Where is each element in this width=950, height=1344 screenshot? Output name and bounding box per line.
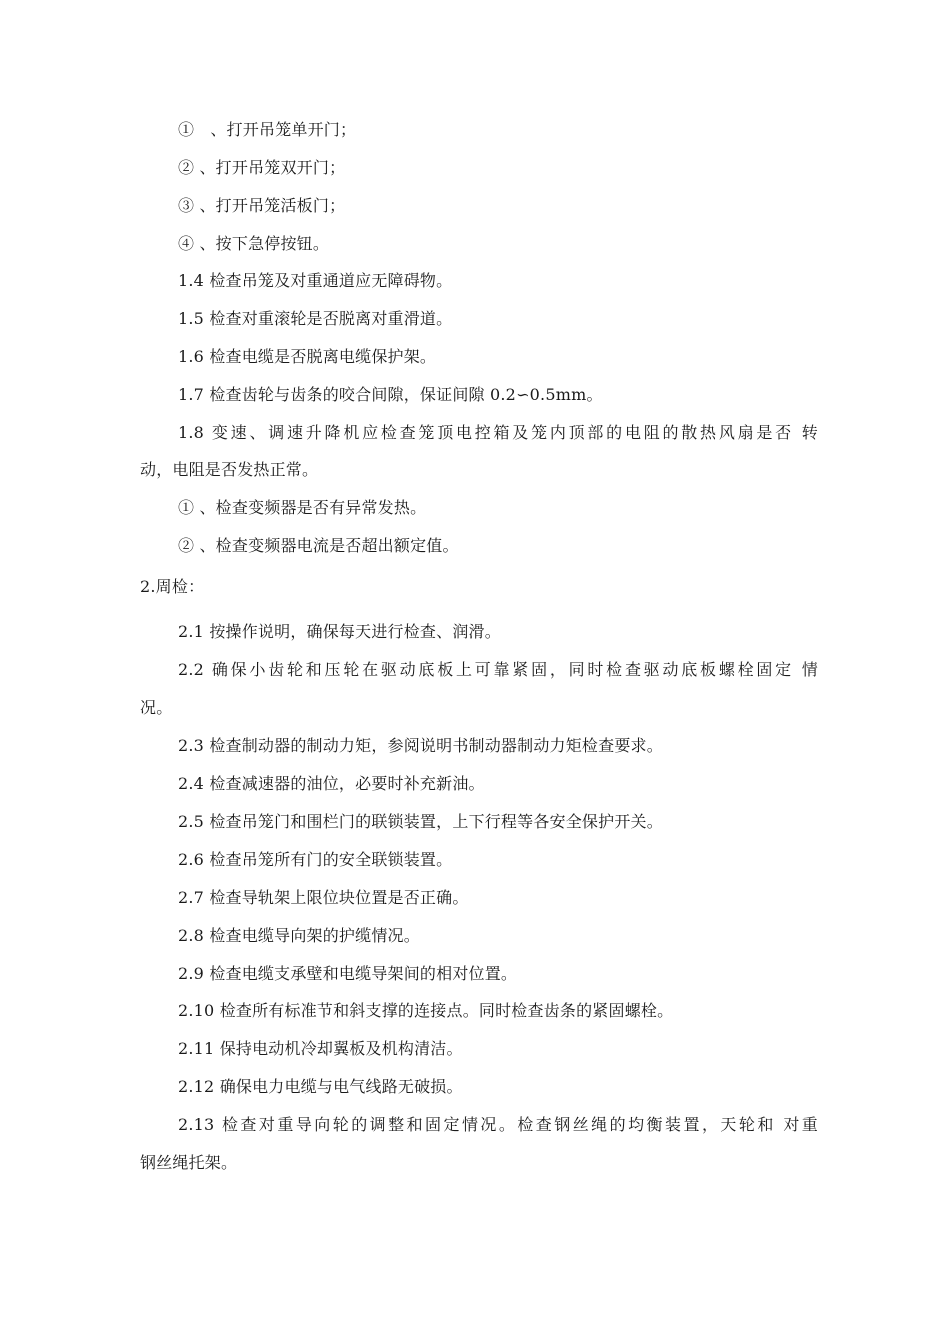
paragraph-continuation: 钢丝绳托架。 [140,1153,238,1172]
paragraph: 2.7 检查导轨架上限位块位置是否正确。 [178,888,469,907]
list-item: ③ 、打开吊笼活板门； [178,196,346,215]
paragraph: 2.8 检查电缆导向架的护缆情况。 [178,926,420,945]
paragraph: 2.11 保持电动机冷却翼板及机构清洁。 [178,1039,463,1058]
paragraph: 2.2 确保小齿轮和压轮在驱动底板上可靠紧固，同时检查驱动底板螺栓固定 情 [178,660,818,679]
paragraph: 2.4 检查减速器的油位，必要时补充新油。 [178,774,485,793]
list-item: ① 、打开吊笼单开门； [178,120,357,139]
paragraph: 1.7 检查齿轮与齿条的咬合间隙，保证间隙 0.2∽0.5mm。 [178,385,603,404]
list-item: ① 、检查变频器是否有异常发热。 [178,498,427,517]
paragraph: 2.3 检查制动器的制动力矩，参阅说明书制动器制动力矩检查要求。 [178,736,663,755]
paragraph: 1.8 变速、调速升降机应检查笼顶电控箱及笼内顶部的电阻的散热风扇是否 转 [178,423,818,442]
list-item: ② 、打开吊笼双开门； [178,158,346,177]
list-item: ④ 、按下急停按钮。 [178,234,330,253]
paragraph: 2.9 检查电缆支承壁和电缆导架间的相对位置。 [178,964,518,983]
section-heading: 2.周检： [140,577,205,596]
list-item: ② 、检查变频器电流是否超出额定值。 [178,536,459,555]
paragraph: 2.5 检查吊笼门和围栏门的联锁装置，上下行程等各安全保护开关。 [178,812,663,831]
paragraph: 1.4 检查吊笼及对重通道应无障碍物。 [178,271,453,290]
paragraph: 1.5 检查对重滚轮是否脱离对重滑道。 [178,309,453,328]
paragraph: 2.13 检查对重导向轮的调整和固定情况。检查钢丝绳的均衡装置，天轮和 对重 [178,1115,818,1134]
paragraph: 1.6 检查电缆是否脱离电缆保护架。 [178,347,437,366]
paragraph: 2.6 检查吊笼所有门的安全联锁装置。 [178,850,453,869]
paragraph-continuation: 动，电阻是否发热正常。 [140,460,319,479]
paragraph: 2.1 按操作说明，确保每天进行检查、润滑。 [178,622,501,641]
paragraph: 2.10 检查所有标准节和斜支撑的连接点。同时检查齿条的紧固螺栓。 [178,1001,674,1020]
paragraph: 2.12 确保电力电缆与电气线路无破损。 [178,1077,463,1096]
paragraph-continuation: 况。 [140,698,173,717]
